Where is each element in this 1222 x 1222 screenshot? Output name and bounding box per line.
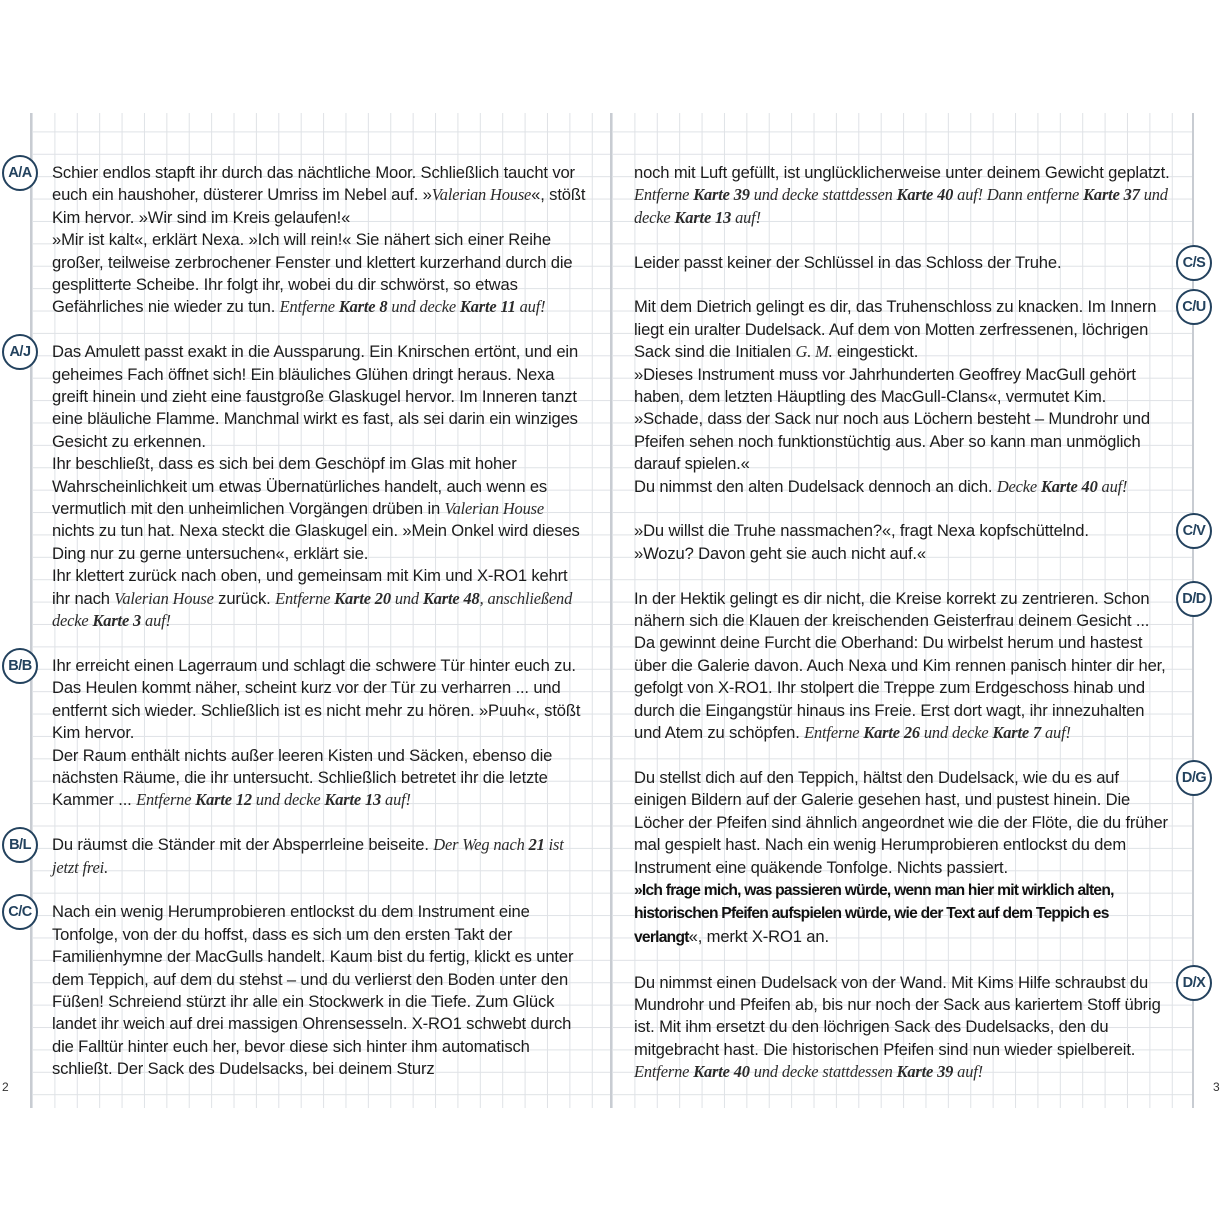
- right-text-column: [634, 162, 1174, 1084]
- entry-text: Du räumst die Ständer mit der Absperrleine beiseite. Der Weg nach 21 ist jetzt frei.: [52, 835, 564, 877]
- entry-text: »Du willst die Truhe nassmachen?«, fragt Nexa kopfschüttelnd. »Wozu? Davon geht sie auch nicht auf.«: [634, 521, 1089, 563]
- italic-name: Valerian House: [114, 588, 214, 608]
- card-instruction: Entferne Karte 40 und decke stattdessen Karte 39 auf!: [634, 1062, 983, 1082]
- entry-code-badge-a-a: A/A: [2, 155, 38, 191]
- entry-c-v: [634, 520, 1174, 565]
- entry-d-x: [634, 972, 1174, 1084]
- entry-continued: [634, 162, 1174, 229]
- entry-text: Mit dem Dietrich gelingt es dir, das Truhenschloss zu knacken. Im Innern liegt ein uralter Dudelsack. Auf dem von Motten zerfressenen, löchrigen Sack sind die Initialen G. M. eingestickt. »Dieses Instrument muss vor Jahrhunderten Geoffrey MacGull gehört haben, dem letzten Häuptling des MacGull-Clans«, vermutet Kim. »Schade, dass der Sack nur noch aus Löchern besteht – Mundrohr und Pfeifen sehen noch funktionstüchtig aus. Aber so kann man unmöglich darauf spielen.« Du nimmst den alten Dudelsack dennoch an dich. Decke Karte 40 auf!: [634, 297, 1157, 496]
- entry-d-g: [634, 767, 1174, 949]
- left-text-column: [52, 162, 587, 1081]
- card-instruction: Der Weg nach 21 ist jetzt frei.: [52, 835, 564, 877]
- card-instruction: Entferne Karte 20 und Karte 48, anschließend decke Karte 3 auf!: [52, 588, 573, 631]
- entry-c-s: [634, 252, 1174, 274]
- page-number-left: 2: [2, 1080, 9, 1094]
- entry-code-badge-b-b: B/B: [2, 648, 38, 684]
- entry-code-badge-a-j: A/J: [2, 334, 38, 370]
- entry-code-badge-c-c: C/C: [2, 894, 38, 930]
- entry-text: Du nimmst einen Dudelsack von der Wand. Mit Kims Hilfe schraubst du Mundrohr und Pfeifen ab, bis nur noch der Sack aus kariertem Stoff übrig ist. Mit ihm ersetzt du den löchrigen Sack des Dudelsacks, den du mitgebracht hast. Die historischen Pfeifen sind nun wieder spielbereit. Entferne Karte 40 und decke stattdessen Karte 39 auf!: [634, 972, 1161, 1082]
- entry-text: Schier endlos stapft ihr durch das nächtliche Moor. Schließlich taucht vor euch ein haushoher, düsterer Umriss im Nebel auf. »Valerian House«, stößt Kim hervor. »Wir sind im Kreis gelaufen!« »Mir ist kalt«, erklärt Nexa. »Ich will rein!« Sie nähert sich einer Reihe großer, teilweise zerbrochener Fenster und klettert kurzerhand durch die gesplitterte Scheibe. Ihr folgt ihr, wobei du dir schwörst, so etwas Gefährliches nie wieder zu tun. Entferne Karte 8 und decke Karte 11 auf!: [52, 163, 586, 317]
- entry-text: Ihr erreicht einen Lagerraum und schlagt die schwere Tür hinter euch zu. Das Heulen kommt näher, scheint kurz vor der Tür zu verharren ... und entfernt sich wieder. Schließlich ist es nicht mehr zu hören. »Puuh«, stößt Kim hervor. Der Raum enthält nichts außer leeren Kisten und Säcken, ebenso die nächsten Räume, die ihr untersucht. Schließlich betretet ihr die letzte Kammer ... Entferne Karte 12 und decke Karte 13 auf!: [52, 655, 581, 810]
- italic-name: G. M.: [795, 342, 833, 362]
- entry-code-badge-c-u: C/U: [1176, 289, 1212, 325]
- entry-text: noch mit Luft gefüllt, ist unglücklicherweise unter deinem Gewicht geplatzt. Entferne Karte 39 und decke stattdessen Karte 40 auf! Dann entferne Karte 37 und decke Karte 13 auf!: [634, 163, 1170, 227]
- robot-quote: »Ich frage mich, was passieren würde, wenn man hier mit wirklich alten, historischen Pfeifen aufspielen würde, wie der Text auf dem Teppich es verlangt: [634, 881, 1114, 946]
- page-number-right: 3: [1213, 1080, 1220, 1094]
- card-instruction: Entferne Karte 26 und decke Karte 7 auf!: [804, 723, 1071, 743]
- entry-text: Du stellst dich auf den Teppich, hältst den Dudelsack, wie du es auf einigen Bildern auf der Galerie gesehen hast, und pustest hinein. Die Löcher der Pfeifen sind ähnlich angeordnet wie die der Flöte, die du früher mal gespielt hast. Nach ein wenig Herumprobieren entlockst du dem Instrument eine quäkende Tonfolge. Nichts passiert. »Ich frage mich, was passieren würde, wenn man hier mit wirklich alten, historischen Pfeifen aufspielen würde, wie der Text auf dem Teppich es verlangt«, merkt X-RO1 an.: [634, 767, 1168, 946]
- entry-code-badge-d-g: D/G: [1176, 760, 1212, 796]
- card-instruction: Entferne Karte 8 und decke Karte 11 auf!: [279, 297, 546, 317]
- page-fold: [610, 113, 612, 1108]
- entry-text: Leider passt keiner der Schlüssel in das Schloss der Truhe.: [634, 252, 1062, 272]
- card-instruction: Decke Karte 40 auf!: [996, 476, 1128, 496]
- italic-name: Valerian House: [444, 499, 544, 519]
- entry-a-j: [52, 341, 587, 632]
- entry-b-l: [52, 834, 587, 879]
- entry-c-c: [52, 901, 587, 1080]
- entry-c-u: [634, 296, 1174, 498]
- italic-name: Valerian House: [431, 185, 532, 205]
- entry-b-b: [52, 655, 587, 812]
- entry-code-badge-c-v: C/V: [1176, 513, 1212, 549]
- entry-code-badge-d-x: D/X: [1176, 965, 1212, 1001]
- entry-text: Nach ein wenig Herumprobieren entlockst du dem Instrument eine Tonfolge, von der du hoffst, dass es sich um den ersten Takt der Familienhymne der MacGulls handelt. Kaum bist du fertig, klickt es unter dem Teppich, auf dem du stehst – und du verlierst den Boden unter den Füßen! Schreiend stürzt ihr alle ein Stockwerk in die Tiefe. Zum Glück landet ihr weich auf drei massigen Ohrensesseln. X-RO1 schwebt durch die Falltür hinter euch her, bevor diese sich hinter ihm automatisch schließt. Der Sack des Dudelsacks, bei deinem Sturz: [52, 902, 574, 1079]
- entry-code-badge-d-d: D/D: [1176, 581, 1212, 617]
- entry-text: Das Amulett passt exakt in die Aussparung. Ein Knirschen ertönt, und ein geheimes Fach öffnet sich! Ein bläuliches Glühen dringt heraus. Nexa greift hinein und zieht eine faustgroße Glaskugel hervor. Im Inneren tanzt eine bläuliche Flamme. Manchmal wirkt es fast, als sei darin ein winziges Gesicht zu erkennen. Ihr beschließt, dass es sich bei dem Geschöpf im Glas mit hoher Wahrscheinlichkeit um etwas Übernatürliches handelt, auch wenn es vermutlich mit den unheimlichen Vorgängen drüben in Valerian House nichts zu tun hat. Nexa steckt die Glaskugel ein. »Mein Onkel wird dieses Ding nur zu gerne untersuchen«, erklärt sie. Ihr klettert zurück nach oben, und gemeinsam mit Kim und X-RO1 kehrt ihr nach Valerian House zurück. Entferne Karte 20 und Karte 48, anschließend decke Karte 3 auf!: [52, 342, 580, 631]
- entry-code-badge-b-l: B/L: [2, 827, 38, 863]
- entry-a-a: [52, 162, 587, 319]
- entry-code-badge-c-s: C/S: [1176, 245, 1212, 281]
- card-instruction: Entferne Karte 39 und decke stattdessen Karte 40 auf! Dann entferne Karte 37 und decke Karte 13 auf!: [634, 185, 1168, 227]
- entry-d-d: [634, 588, 1174, 745]
- entry-text: In der Hektik gelingt es dir nicht, die Kreise korrekt zu zentrieren. Schon nähern sich die Klauen der kreischenden Geisterfrau deinem Gesicht ... Da gewinnt deine Furcht die Oberhand: Du wirbelst herum und hastest über die Galerie davon. Auch Nexa und Kim rennen panisch hinter dir her, gefolgt von X-RO1. Ihr stolpert die Treppe zum Erdgeschoss hinab und durch die Eingangstür hinaus ins Freie. Erst dort wagt, ihr innezuhalten und Atem zu schöpfen. Entferne Karte 26 und decke Karte 7 auf!: [634, 588, 1166, 743]
- card-instruction: Entferne Karte 12 und decke Karte 13 auf!: [136, 790, 411, 810]
